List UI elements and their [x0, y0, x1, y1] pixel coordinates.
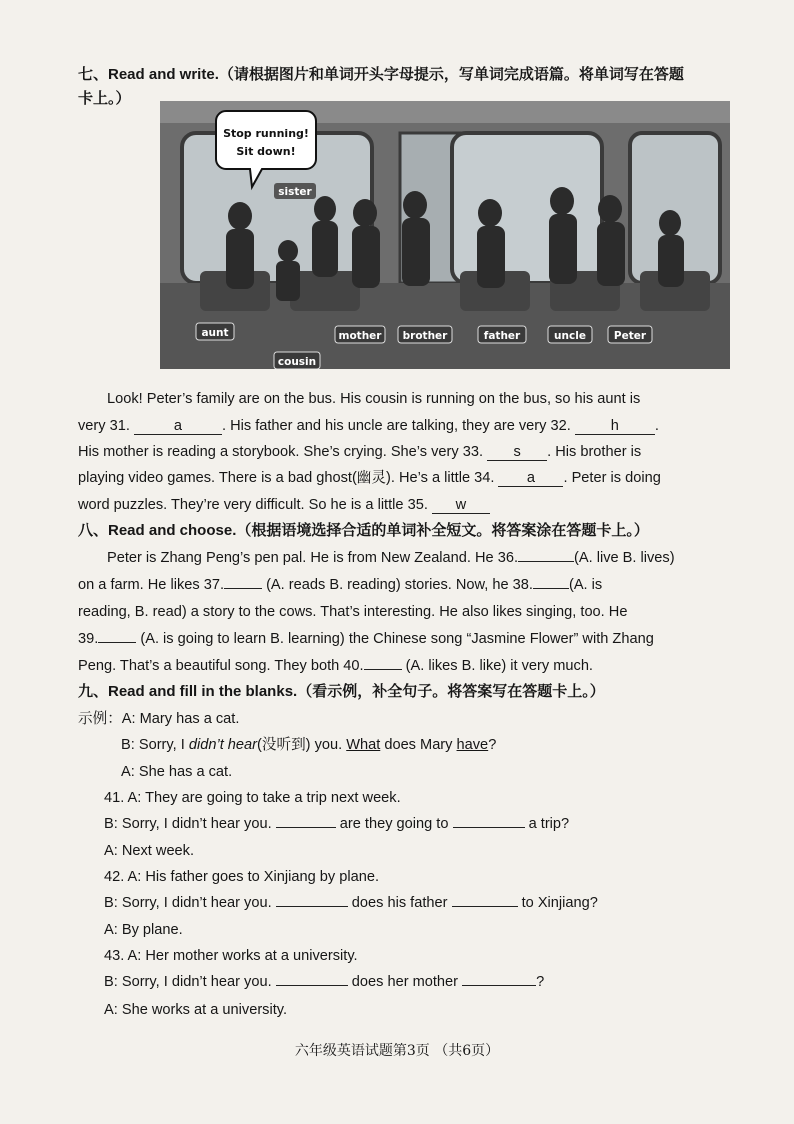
blank-31: a [134, 419, 222, 435]
blank-39 [98, 642, 136, 643]
svg-text:uncle: uncle [554, 330, 586, 342]
label-brother [398, 326, 452, 343]
section8-heading: 八、Read and choose.（根据语境选择合适的单词补全短文。将答案涂在答题卡上。） [78, 522, 649, 539]
svg-text:cousin: cousin [277, 356, 317, 368]
q43-c: A: She works at a university. [104, 1002, 288, 1018]
q42-c: A: By plane. [104, 922, 183, 938]
passage7-line-2: very 31. a . His father and his uncle are talking, they are very 32. h . [78, 418, 659, 434]
blank-40 [364, 669, 402, 670]
label-father [478, 326, 526, 343]
q41-b: B: Sorry, I didn’t hear you. are they going to a trip? [104, 816, 570, 832]
bubble-line-1: Stop running! [223, 127, 309, 140]
bubble-line-2: Sit down! [236, 145, 296, 158]
blank-42a [276, 906, 348, 907]
section7-heading: 七、Read and write.（请根据图片和单词开头字母提示，写单词完成语篇。将单词写在答题 [78, 66, 684, 83]
passage8-line-4: 39. (A. is going to learn B. learning) the Chinese song “Jasmine Flower” with Zhang [78, 631, 654, 647]
q42-b: B: Sorry, I didn’t hear you. does his father to Xinjiang? [104, 895, 598, 911]
passage7-line-3: His mother is reading a storybook. She’s crying. She’s very 33. s . His brother is [78, 444, 642, 460]
label-sister [274, 183, 316, 199]
page-footer: 六年级英语试题第3页 （共6页） [294, 1043, 500, 1059]
passage8-line-2: on a farm. He likes 37. (A. reads B. reading) stories. Now, he 38. (A. is [78, 577, 603, 593]
svg-text:father: father [483, 330, 521, 342]
blank-41b [453, 827, 525, 828]
q42-a: 42. A: His father goes to Xinjiang by plane. [104, 869, 380, 885]
svg-text:mother: mother [338, 330, 382, 342]
q41-c: A: Next week. [104, 843, 195, 859]
label-aunt [196, 323, 234, 340]
passage8-line-1: Peter is Zhang Peng’s pen pal. He is from New Zealand. He 36. (A. live B. lives) [107, 550, 675, 566]
bus-illustration [160, 101, 730, 369]
blank-41a [276, 827, 336, 828]
blank-32: h [575, 419, 655, 435]
svg-text:sister: sister [278, 186, 312, 198]
section7-heading-cont: 卡上。） [78, 90, 131, 107]
passage8-line-3: reading, B. read) a story to the cows. That’s interesting. He also likes singing, too. He [78, 604, 628, 620]
label-mother [335, 326, 385, 343]
q41-a: 41. A: They are going to take a trip next week. [104, 790, 401, 806]
blank-35: w [432, 498, 490, 514]
section9-heading: 九、Read and fill in the blanks.（看示例，补全句子。将答案写在答题卡上。） [78, 683, 605, 700]
label-uncle [548, 326, 592, 343]
passage7-line-5: word puzzles. They’re very difficult. So he is a little 35. w [78, 496, 490, 514]
svg-text:aunt: aunt [201, 327, 229, 339]
label-peter [608, 326, 652, 343]
blank-33: s [487, 445, 547, 461]
blank-43a [276, 985, 348, 986]
passage7-line-1: Look! Peter’s family are on the bus. His cousin is running on the bus, so his aunt is [107, 391, 641, 407]
q43-b: B: Sorry, I didn’t hear you. does her mother ? [104, 974, 545, 990]
blank-36 [518, 561, 574, 562]
svg-text:brother: brother [402, 330, 448, 342]
svg-text:Peter: Peter [613, 330, 647, 342]
example-a: 示例：A: Mary has a cat. [78, 711, 240, 727]
blank-38 [533, 588, 569, 589]
blank-37 [224, 588, 262, 589]
q43-a: 43. A: Her mother works at a university. [104, 948, 358, 964]
blank-43b [462, 985, 536, 986]
blank-34: a [498, 471, 563, 487]
example-c: A: She has a cat. [121, 764, 233, 780]
passage7-line-4: playing video games. There is a bad ghost(幽灵). He’s a little 34. a . Peter is doing [78, 470, 661, 486]
passage8-line-5: Peng. That’s a beautiful song. They both 40. (A. likes B. like) it very much. [78, 658, 593, 674]
label-cousin [274, 352, 320, 369]
example-b: B: Sorry, I didn’t hear(没听到) you. What does Mary have? [121, 737, 497, 753]
blank-42b [452, 906, 518, 907]
